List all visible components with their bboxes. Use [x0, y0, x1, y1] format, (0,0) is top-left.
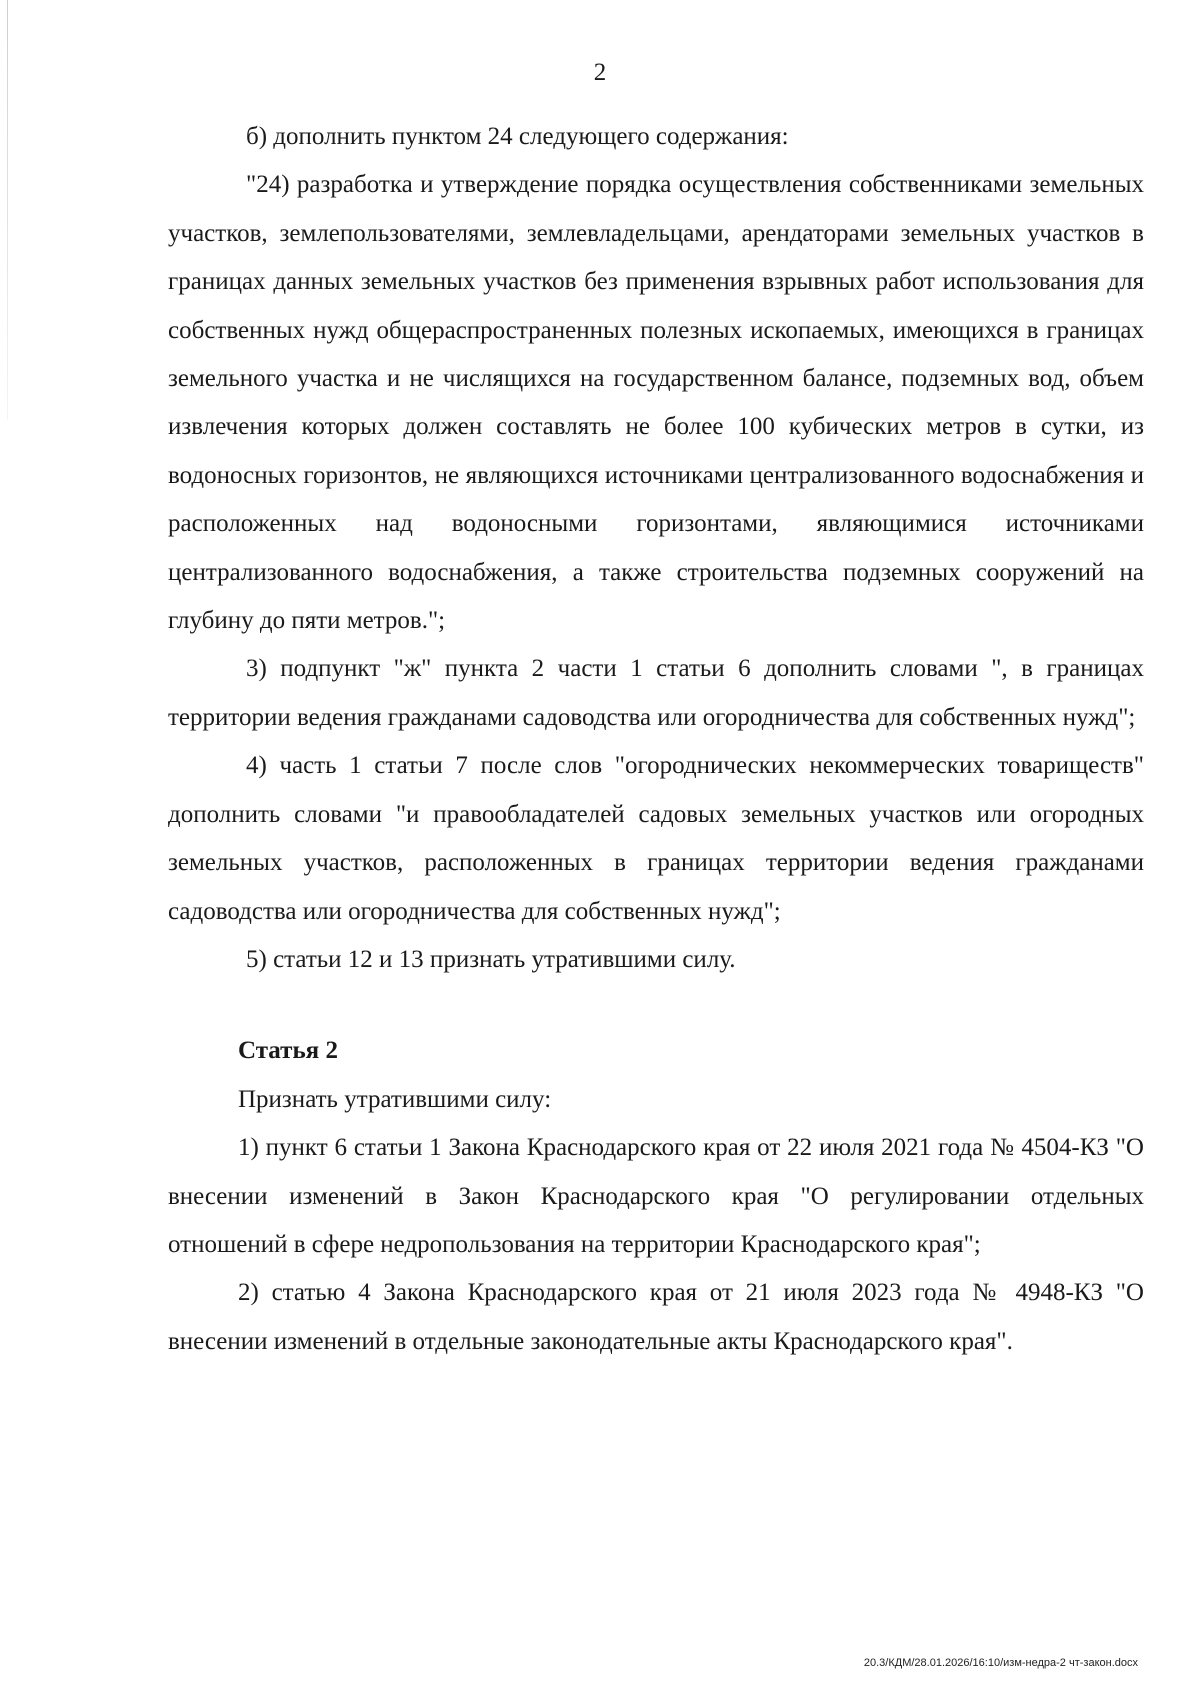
paragraph-repeal-2: 2) статью 4 Закона Краснодарского края от 21 июля 2023 года № 4948-КЗ "О внесении изменений в отдельные законодательные акты Краснодарского края".	[168, 1279, 1144, 1355]
paragraph-item-4: 4) часть 1 статьи 7 после слов "огороднических некоммерческих товариществ" дополнить словами "и правообладателей садовых земельных участков или огородных земельных участков, расположенных в границах территории ведения гражданами садоводства или огородничества для собственных нужд";	[168, 752, 1144, 925]
page-number: 2	[593, 59, 607, 86]
paragraph-item-24: "24) разработка и утверждение порядка осуществления собственниками земельных участков, землепользователями, землевладельцами, арендаторами земельных участков в границах данных земельных участков без применения взрывных работ использования для собственных нужд общераспространенных полезных ископаемых, имеющихся в границах земельного участка и не числящихся на государственном балансе, подземных вод, объем извлечения которых должен составлять не более 100 кубических метров в сутки, из водоносных горизонтов, не являющихся источниками централизованного водоснабжения и расположенных над водоносными горизонтами, являющимися источниками централизованного водоснабжения, а также строительства подземных сооружений на глубину до пяти метров.";	[168, 171, 1144, 635]
document-body	[168, 113, 1144, 1366]
paragraph-item-5: 5) статьи 12 и 13 признать утратившими силу.	[246, 945, 736, 973]
document-file-code: 20.3/КДМ/28.01.2026/16:10/изм-недра-2 чт-закон.docx	[863, 1657, 1138, 1669]
paragraph-amendment-b: б) дополнить пунктом 24 следующего содержания:	[246, 123, 789, 150]
paragraph-item-3: 3) подпункт "ж" пункта 2 части 1 статьи 6 дополнить словами ", в границах территории ведения гражданами садоводства или огородничества для собственных нужд";	[168, 655, 1144, 731]
paragraph-repeal-intro: Признать утратившими силу:	[238, 1085, 552, 1113]
paragraph-repeal-1: 1) пункт 6 статьи 1 Закона Краснодарского края от 22 июля 2021 года № 4504-КЗ "О внесении изменений в Закон Краснодарского края "О регулировании отдельных отношений в сфере недропользования на территории Краснодарского края";	[168, 1134, 1144, 1258]
article-heading: Статья 2	[238, 1037, 338, 1065]
